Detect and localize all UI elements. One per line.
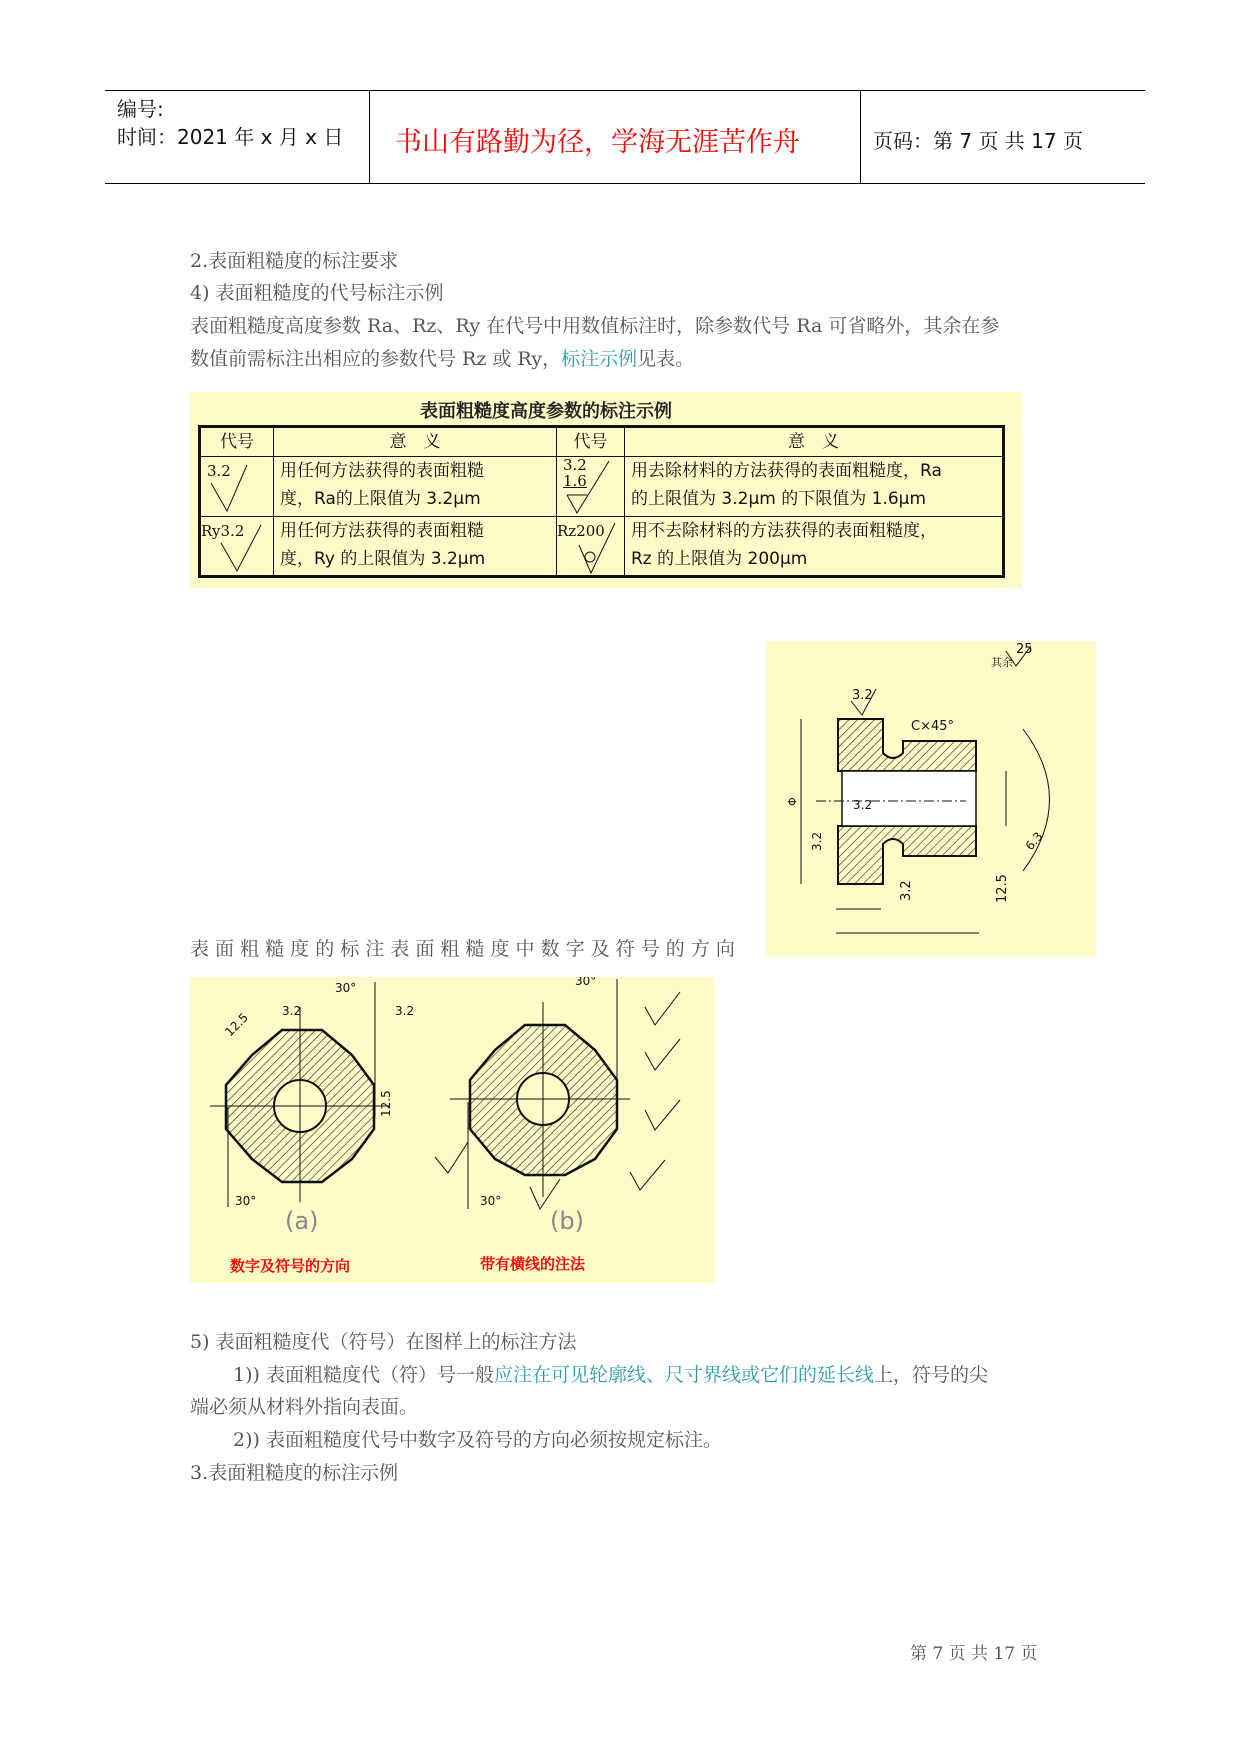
figure-label: (b) <box>550 1207 584 1235</box>
lower-section <box>838 826 976 884</box>
angle-label: 30° <box>480 1194 502 1208</box>
code-cell <box>200 457 274 517</box>
angle-arc <box>1023 729 1050 871</box>
roughness-symbol-icon <box>207 463 257 513</box>
header-top-rule <box>105 90 1145 91</box>
ring-figure-svg <box>190 977 715 1283</box>
code-value: 1.6 <box>563 472 587 490</box>
code-cell <box>557 457 625 517</box>
paragraph <box>233 1359 988 1392</box>
subsection-heading: 5) 表面粗糙度代（符号）在图样上的标注方法 <box>190 1331 577 1353</box>
roughness-value: 3.2 <box>395 1004 415 1018</box>
text: Rz 的上限值为 200μm <box>631 549 808 569</box>
header-cell: 意 义 <box>625 427 1004 457</box>
header-cell: 意 义 <box>274 427 557 457</box>
code-cell <box>200 517 274 577</box>
roughness-symbol-icon <box>207 523 267 573</box>
chamfer-label: C×45° <box>911 719 955 734</box>
roughness-symbol-icon <box>559 521 619 577</box>
contour-link[interactable]: 应注在可见轮廓线、尺寸界线或它们的延长线 <box>493 1364 874 1386</box>
text: 用任何方法获得的表面粗糙 <box>280 521 484 541</box>
paragraph: 2)) 表面粗糙度代号中数字及符号的方向必须按规定标注。 <box>233 1429 722 1451</box>
roughness-value: 3.2 <box>810 831 824 851</box>
roughness-table <box>198 425 1005 578</box>
text: 用去除材料的方法获得的表面粗糙度，Ra <box>631 461 942 481</box>
part-drawing-svg <box>766 641 1096 957</box>
roughness-value: 25 <box>1016 642 1033 657</box>
header-divider <box>860 90 861 184</box>
meaning-cell <box>274 457 557 517</box>
figure-caption: 表 面 粗 糙 度 的 标 注 表 面 粗 糙 度 中 数 字 及 符 号 的 方 向 <box>190 938 735 960</box>
header-cell: 代号 <box>200 427 274 457</box>
code-value: Rz200 <box>557 522 605 540</box>
roughness-value: 6.3 <box>1022 829 1046 853</box>
example-link[interactable]: 标注示例 <box>561 348 638 370</box>
upper-section <box>838 719 976 771</box>
roughness-value: 12.5 <box>222 1010 252 1040</box>
angle-label: 30° <box>575 977 597 988</box>
serial-label: 编号: <box>117 97 164 121</box>
meaning-cell <box>625 517 1004 577</box>
diameter-symbol: Φ <box>786 797 799 806</box>
roughness-value: 3.2 <box>899 880 914 901</box>
text: 度，Ra的上限值为 3.2μm <box>280 489 481 509</box>
page-footer: 第 7 页 共 17 页 <box>910 1644 1038 1664</box>
roughness-symbol-icon <box>563 459 613 515</box>
angle-label: 30° <box>235 1194 257 1208</box>
header-cell: 代号 <box>557 427 625 457</box>
ring-b <box>435 977 680 1273</box>
meaning-cell <box>274 517 557 577</box>
paragraph <box>190 343 694 376</box>
figure-label: (a) <box>285 1207 319 1235</box>
code-value: 3.2 <box>563 456 587 474</box>
ring-a <box>210 981 414 1275</box>
figure-caption: 数字及符号的方向 <box>230 1257 351 1275</box>
table-title: 表面粗糙度高度参数的标注示例 <box>420 401 672 422</box>
section-heading: 3.表面粗糙度的标注示例 <box>190 1462 399 1484</box>
text: 1)) 表面粗糙度代（符）号一般 <box>233 1364 494 1386</box>
roughness-value: 12.5 <box>995 874 1010 903</box>
roughness-value: 3.2 <box>853 798 873 812</box>
ring-figure <box>190 977 715 1283</box>
meaning-cell <box>625 457 1004 517</box>
text: 的上限值为 3.2μm 的下限值为 1.6μm <box>631 489 927 509</box>
part-drawing <box>766 641 1096 957</box>
code-value: Ry3.2 <box>201 522 245 540</box>
roughness-value: 3.2 <box>852 688 873 703</box>
paragraph: 端必须从材料外指向表面。 <box>190 1396 419 1418</box>
text: 度，Ry 的上限值为 3.2μm <box>280 549 486 569</box>
header-divider <box>369 90 370 184</box>
text: 用任何方法获得的表面粗糙 <box>280 461 484 481</box>
figure-caption: 带有横线的注法 <box>480 1255 586 1273</box>
code-cell <box>557 517 625 577</box>
rest-label: 其余 <box>991 656 1013 669</box>
subsection-heading: 4) 表面粗糙度的代号标注示例 <box>190 282 444 304</box>
roughness-value: 12.5 <box>379 1090 393 1117</box>
paragraph: 表面粗糙度高度参数 Ra、Rz、Ry 在代号中用数值标注时，除参数代号 Ra 可省略外，其余在参 <box>190 315 1000 337</box>
header-bottom-rule <box>105 183 1145 184</box>
section-heading: 2.表面粗糙度的标注要求 <box>190 250 399 272</box>
roughness-table-image <box>190 392 1022 588</box>
motto: 书山有路勤为径，学海无涯苦作舟 <box>395 127 800 158</box>
code-value: 3.2 <box>207 462 231 480</box>
angle-label: 30° <box>335 981 357 995</box>
time-label: 时间：2021 年 x 月 x 日 <box>117 125 344 149</box>
text: 数值前需标注出相应的参数代号 Rz 或 Ry， <box>190 348 562 370</box>
text: 用不去除材料的方法获得的表面粗糙度， <box>631 521 937 541</box>
text: 见表。 <box>637 348 695 370</box>
roughness-value: 3.2 <box>282 1004 302 1018</box>
text: 上，符号的尖 <box>873 1364 988 1386</box>
page-label: 页码：第 7 页 共 17 页 <box>873 129 1083 153</box>
